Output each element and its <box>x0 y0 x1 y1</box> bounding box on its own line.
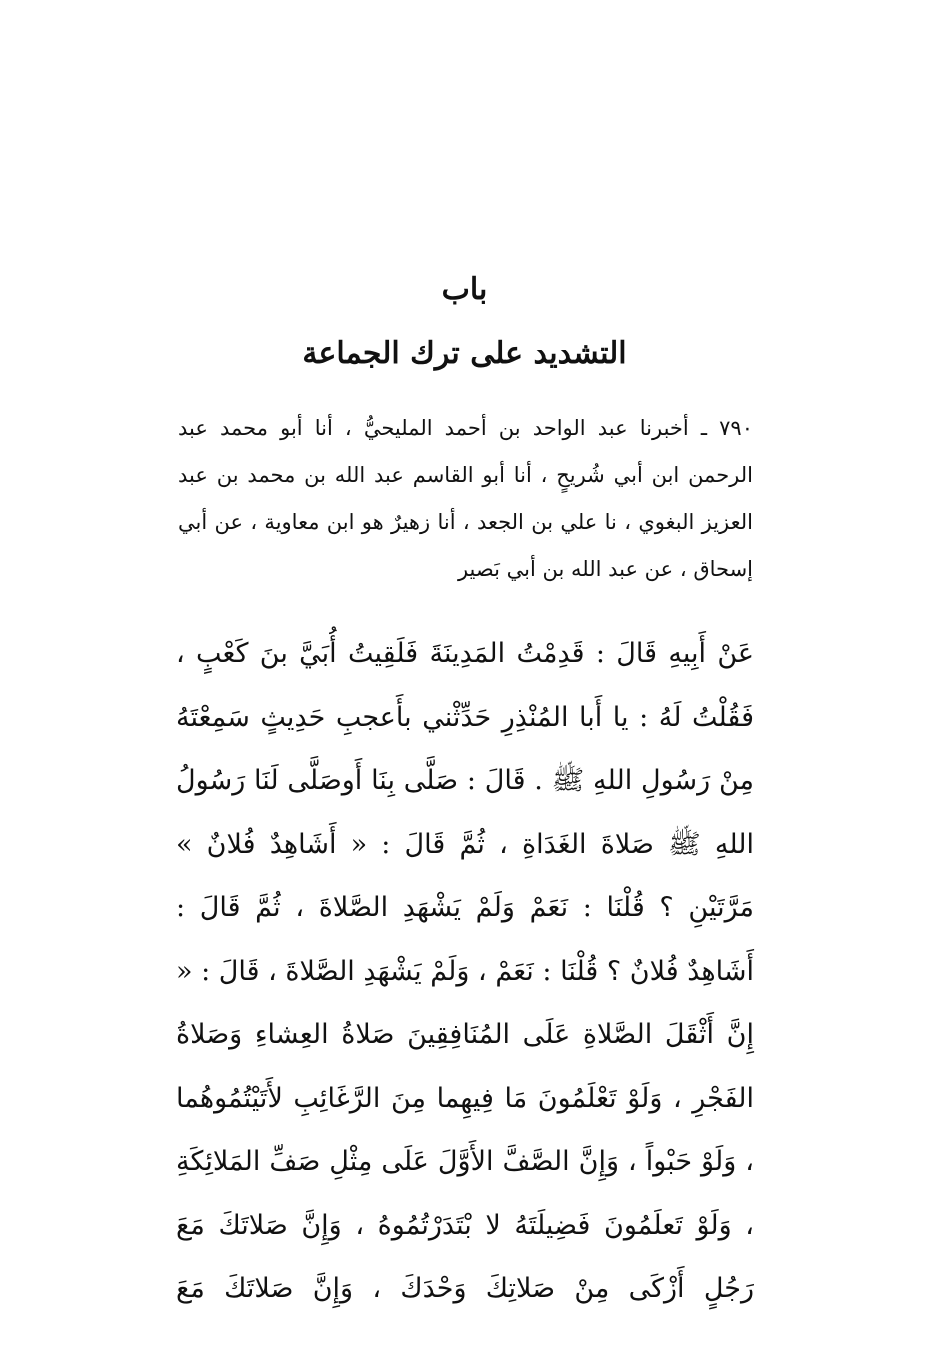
hadith-matn: عَنْ أَبِيهِ قَالَ : قَدِمْتُ المَدِينَةَ فَلَقِيتُ أُبَيَّ بنَ كَعْبٍ ، فَقُلْتُ لَهُ : يا أَبا المُنْذِرِ حَدِّثْني بأَعجبِ حَدِيثٍ سَمِعْتَهُ مِنْ رَسُولِ اللهِ ﷺ . قَالَ : صَلَّى بِنَا أَوصَلَّى لَنَا رَسُولُ اللهِ ﷺ صَلاةَ الغَدَاةِ ، ثُمَّ قَالَ : « أَشَاهِدٌ فُلانٌ » مَرَّتَيْنِ ؟ قُلْنَا : نَعَمْ وَلَمْ يَشْهَدِ الصَّلاةَ ، ثُمَّ قَالَ : أَشَاهِدٌ فُلانٌ ؟ قُلْنَا : نَعَمْ ، وَلَمْ يَشْهَدِ الصَّلاةَ ، قَالَ : « إِنَّ أَثْقَلَ الصَّلاةِ عَلَى المُنَافِقِينَ صَلاةُ العِشاءِ وَصَلاةُ الفَجْرِ ، وَلَوْ تَعْلَمُونَ مَا فِيهِما مِنَ الرَّغَائِبِ لأَتَيْتُمُوهُما ، وَلَوْ حَبْواً ، وَإِنَّ الصَّفَّ الأَوَّلَ عَلَى مِثْلِ صَفِّ المَلائِكَةِ ، وَلَوْ تَعلَمُونَ فَضِيلَتَهُ لا بْتَدَرْتُمُوهُ ، وَإِنَّ صَلاتَكَ مَعَ رَجُلٍ أَزْكَى مِنْ صَلاتِكَ وَحْدَكَ ، وَإِنَّ صَلاتَكَ مَعَ <box>176 638 754 1304</box>
hadith-matn-paragraph <box>176 622 754 1321</box>
hadith-isnad-paragraph: ٧٩٠ ـ أخبرنا عبد الواحد بن أحمد المليحيُّ ، أنا أبو محمد عبد الرحمن ابن أبي شُريحٍ ، أنا أبو القاسم عبد الله بن محمد بن عبد العزيز البغوي ، نا علي بن الجعد ، أنا زهيرٌ هو ابن معاوية ، عن أبي إسحاق ، عن عبد الله بن أبي بَصير <box>178 416 753 581</box>
hadith-number: ٧٩٠ <box>719 416 753 440</box>
chapter-label: باب <box>441 272 488 307</box>
hadith-isnad: أخبرنا عبد الواحد بن أحمد المليحيُّ ، أنا أبو محمد عبد الرحمن ابن أبي شُريحٍ ، أنا أبو القاسم عبد الله بن محمد بن عبد العزيز البغوي ، نا علي بن الجعد ، أنا زهيرٌ هو ابن معاوية ، عن أبي إسحاق ، عن عبد الله بن أبي بَصير <box>178 416 753 581</box>
chapter-title: التشديد على ترك الجماعة <box>302 336 627 371</box>
